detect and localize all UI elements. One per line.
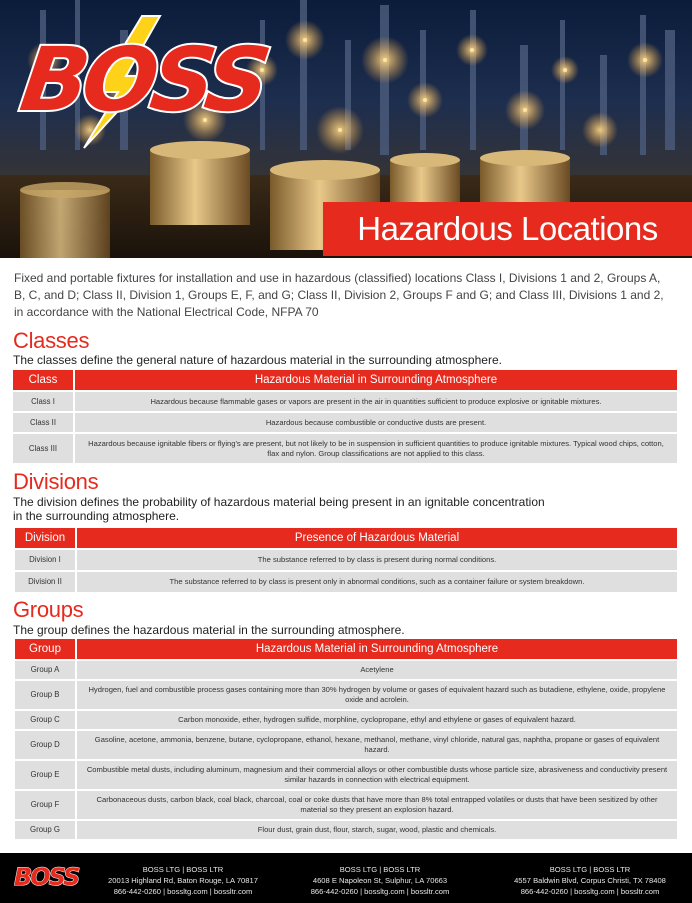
footer-address: 4557 Baldwin Blvd, Corpus Christi, TX 78408	[514, 876, 666, 885]
footer-company: BOSS LTG | BOSS LTR	[339, 865, 421, 874]
footer-contact: 866-442-0260 | bossltg.com | bossltr.com	[520, 887, 660, 896]
group-name: Group G	[15, 821, 77, 839]
table-row	[15, 791, 677, 819]
boss-logo: BOSS	[14, 28, 271, 131]
classes-description: The classes define the general nature of hazardous material in the surrounding atmosphere.	[13, 353, 502, 367]
footer-address: 4608 E Napoleon St, Sulphur, LA 70663	[312, 876, 448, 885]
group-description: Carbonaceous dusts, carbon black, coal black, charcoal, coal or coke dusts that have more than 8% total entrapped volatiles or dusts that have been sesitized by other material so they present an explosion hazard.	[77, 791, 677, 819]
footer-location-baton-rouge	[88, 864, 278, 897]
table-row	[13, 413, 677, 432]
classes-table	[13, 368, 677, 465]
division-name: Division I	[15, 550, 77, 570]
group-name: Group A	[15, 661, 77, 679]
hero-banner	[0, 0, 692, 258]
footer-contact: 866-442-0260 | bossltg.com | bossltr.com	[113, 887, 253, 896]
table-header-row	[15, 528, 677, 548]
footer	[0, 853, 692, 903]
divisions-description-line2: in the surrounding atmosphere.	[13, 509, 180, 523]
divisions-table	[15, 526, 677, 594]
footer-location-sulphur	[285, 864, 475, 897]
table-row	[15, 821, 677, 839]
group-description: Combustible metal dusts, including aluminum, magnesium and their commercial alloys or other combustible dusts whose particle size, abrasiveness and conductivity present similar hazards in connection with electrical equipment.	[77, 761, 677, 789]
division-name: Division II	[15, 572, 77, 592]
table-row	[13, 392, 677, 411]
table-header-row	[13, 370, 677, 390]
table-row	[15, 681, 677, 709]
divisions-heading: Divisions	[13, 469, 99, 494]
table-row	[15, 711, 677, 729]
division-description: The substance referred to by class is present during normal conditions.	[77, 550, 677, 570]
divisions-description-line1: The division defines the probability of hazardous material being present in an ignitable concentration	[13, 495, 545, 509]
table-row	[15, 731, 677, 759]
table-row	[13, 434, 677, 463]
group-description: Hydrogen, fuel and combustible process gases containing more than 30% hydrogen by volume or gases of equivalent hazard such as butadiene, ethylene, oxide, propylene oxide and acrolein.	[77, 681, 677, 709]
footer-company: BOSS LTG | BOSS LTR	[549, 865, 631, 874]
column-header-group: Group	[15, 639, 77, 659]
class-name: Class II	[13, 413, 75, 432]
group-name: Group E	[15, 761, 77, 789]
class-description: Hazardous because combustible or conductive dusts are present.	[75, 413, 677, 432]
footer-location-corpus-christi	[490, 864, 690, 897]
page-title: Hazardous Locations	[323, 202, 692, 256]
class-name: Class I	[13, 392, 75, 411]
footer-contact: 866-442-0260 | bossltg.com | bossltr.com	[310, 887, 450, 896]
groups-table	[15, 637, 677, 841]
footer-company: BOSS LTG | BOSS LTR	[142, 865, 224, 874]
table-row	[15, 572, 677, 592]
group-description: Flour dust, grain dust, flour, starch, sugar, wood, plastic and chemicals.	[77, 821, 677, 839]
divisions-description	[13, 495, 545, 523]
column-header-material: Hazardous Material in Surrounding Atmosphere	[75, 370, 677, 390]
column-header-class: Class	[13, 370, 75, 390]
group-name: Group F	[15, 791, 77, 819]
column-header-division: Division	[15, 528, 77, 548]
group-description: Acetylene	[77, 661, 677, 679]
classes-heading: Classes	[13, 328, 90, 353]
group-description: Carbon monoxide, ether, hydrogen sulfide, morphline, cyclopropane, ethyl and ethylene or gases of equivalent hazard.	[77, 711, 677, 729]
column-header-presence: Presence of Hazardous Material	[77, 528, 677, 548]
class-description: Hazardous because ignitable fibers or flying's are present, but not likely to be in suspension in sufficient quantities to produce ignitable mixtures. Typical wood chips, cotton, flax and nylon. Group classifications are not applied to this class.	[75, 434, 677, 463]
groups-heading: Groups	[13, 597, 84, 622]
table-header-row	[15, 639, 677, 659]
intro-paragraph: Fixed and portable fixtures for installation and use in hazardous (classified) locations Class I, Divisions 1 and 2, Groups A, B, C, and D; Class II, Division 1, Groups E, F, and G; Class II, Division 2, Groups F and G; and Class III, Divisions 1 and 2, in accordance with the National Electrical Code, NFPA 70	[14, 271, 664, 319]
group-name: Group D	[15, 731, 77, 759]
group-name: Group C	[15, 711, 77, 729]
class-name: Class III	[13, 434, 75, 463]
class-description: Hazardous because flammable gases or vapors are present in the air in quantities sufficient to produce explosive or ignitable mixtures.	[75, 392, 677, 411]
table-row	[15, 661, 677, 679]
table-row	[15, 550, 677, 570]
column-header-material: Hazardous Material in Surrounding Atmosphere	[77, 639, 677, 659]
table-row	[15, 761, 677, 789]
footer-address: 20013 Highland Rd, Baton Rouge, LA 70817	[108, 876, 258, 885]
group-name: Group B	[15, 681, 77, 709]
footer-logo: BOSS	[14, 863, 79, 891]
group-description: Gasoline, acetone, ammonia, benzene, butane, cyclopropane, ethanol, hexane, methanol, methane, vinyl chloride, natural gas, naphtha, propane or gases of equivalent hazard.	[77, 731, 677, 759]
groups-description: The group defines the hazardous material in the surrounding atmosphere.	[13, 623, 405, 637]
division-description: The substance referred to by class is present only in abnormal conditions, such as a container failure or system breakdown.	[77, 572, 677, 592]
